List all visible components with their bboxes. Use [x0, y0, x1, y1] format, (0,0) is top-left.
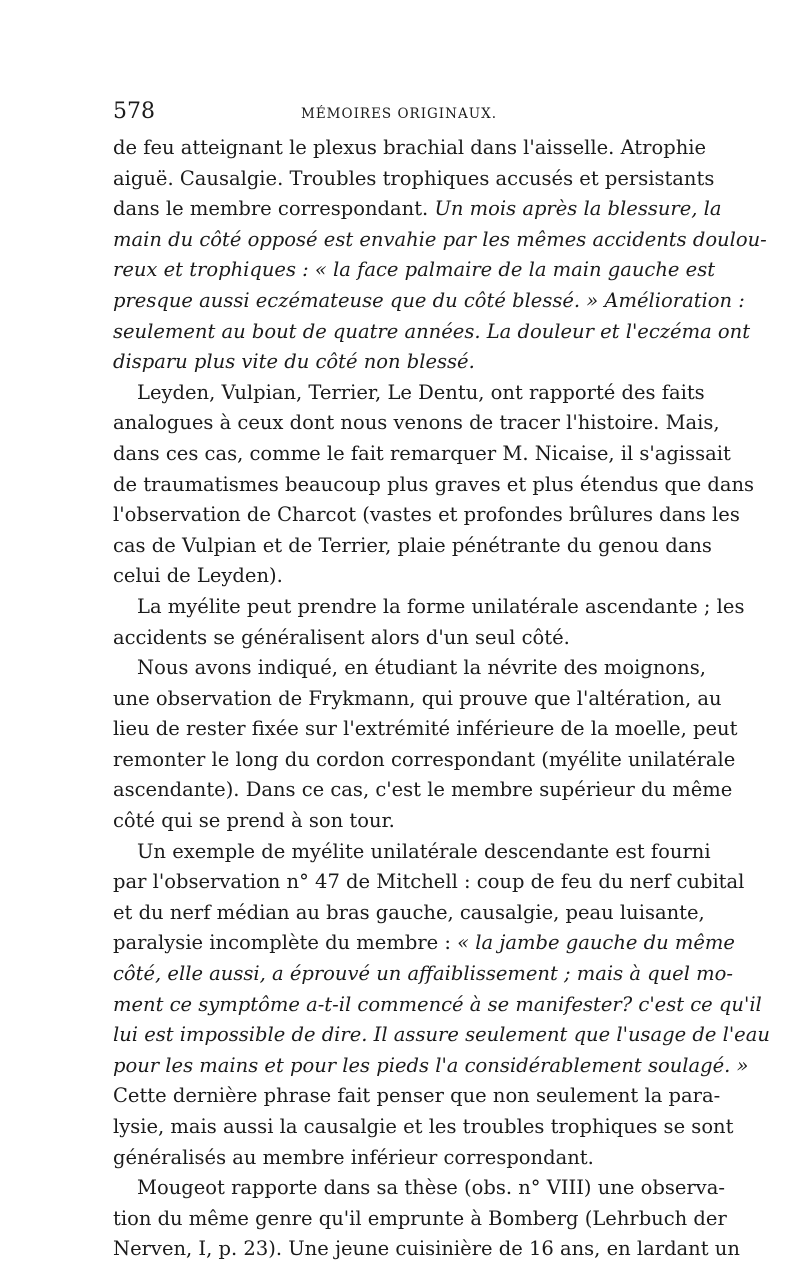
running-title: MÉMOIRES ORIGINAUX.	[301, 106, 497, 122]
body-text	[113, 133, 770, 1265]
page-number: 578	[113, 99, 155, 124]
text-line-content: de feu atteignant le plexus brachial dans l'aisselle. Atrophie	[113, 136, 707, 159]
text-line	[113, 1143, 685, 1174]
text-line-content: côté, elle aussi, a éprouvé un affaiblissement ; mais à quel mo-	[113, 962, 733, 986]
text-line	[113, 164, 715, 195]
text-line-content: seulement au bout de quatre années. La douleur et l'eczéma ont	[113, 319, 751, 343]
text-line-content: cas de Vulpian et de Terrier, plaie pénétrante du genou dans	[113, 533, 712, 557]
text-line	[113, 745, 736, 776]
text-line	[113, 347, 685, 378]
text-line-content: par l'observation n° 47 de Mitchell : coup de feu du nerf cubital	[113, 870, 745, 894]
text-line-content: Mougeot rapporte dans sa thèse (obs. n° VIII) une observa-	[137, 1176, 725, 1200]
text-line-content: reux et trophiques : « la face palmaire de la main gauche est	[113, 258, 716, 282]
text-line-content: remonter le long du cordon correspondant (myélite unilatérale	[113, 747, 736, 771]
text-line	[113, 775, 733, 806]
text-line	[113, 990, 762, 1021]
text-line-content: analogues à ceux dont nous venons de tracer l'histoire. Mais,	[113, 411, 720, 435]
text-line	[113, 1051, 749, 1082]
text-line	[113, 1173, 725, 1204]
text-line	[113, 959, 733, 990]
text-line	[113, 623, 685, 654]
text-line-content: côté qui se prend à son tour.	[113, 809, 395, 833]
text-line	[113, 133, 707, 164]
text-line-content: ment ce symptôme a-t-il commencé à se manifester? c'est ce qu'il	[113, 992, 762, 1016]
text-line	[113, 928, 735, 959]
text-line	[113, 1020, 770, 1051]
text-line	[113, 1204, 727, 1235]
text-line-italic-tail: « la jambe gauche du même	[457, 931, 735, 955]
text-line-content: La myélite peut prendre la forme unilatérale ascendante ; les	[137, 594, 745, 618]
text-line-content: généralisés au membre inférieur correspondant.	[113, 1145, 594, 1169]
text-line-content: accidents se généralisent alors d'un seul côté.	[113, 625, 570, 649]
text-line	[113, 898, 705, 929]
text-line	[113, 806, 685, 837]
text-line	[113, 1234, 740, 1265]
text-line-content: celui de Leyden).	[113, 564, 283, 588]
text-line-content: lysie, mais aussi la causalgie et les troubles trophiques se sont	[113, 1115, 734, 1138]
text-line-content: Cette dernière phrase fait penser que non seulement la para-	[113, 1084, 721, 1108]
page-header	[113, 99, 685, 125]
text-line	[113, 684, 722, 715]
text-line-content: ascendante). Dans ce cas, c'est le membre supérieur du même	[113, 778, 733, 802]
text-line-italic-tail: Un mois après la blessure, la	[434, 197, 722, 221]
text-line-content: aiguë. Causalgie. Troubles trophiques accusés et persistants	[113, 166, 715, 190]
text-line-content: dans ces cas, comme le fait remarquer M. Nicaise, il s'agissait	[113, 441, 731, 465]
text-line	[113, 439, 731, 470]
text-line	[113, 255, 716, 286]
text-line-content: Nous avons indiqué, en étudiant la névrite des moignons,	[137, 656, 706, 680]
text-line	[113, 592, 745, 623]
text-line	[113, 1112, 734, 1143]
text-line	[113, 317, 751, 348]
text-line-content: presque aussi eczémateuse que du côté blessé. » Amélioration :	[113, 288, 745, 312]
text-line	[113, 500, 740, 531]
text-line-content: dans le membre correspondant.	[113, 197, 435, 221]
text-line-content: main du côté opposé est envahie par les mêmes accidents doulou-	[113, 227, 767, 251]
text-line	[113, 867, 745, 898]
text-line-content: lieu de rester fixée sur l'extrémité inférieure de la moelle, peut	[113, 717, 738, 741]
text-line	[113, 470, 755, 501]
text-line-content: Nerven, I, p. 23). Une jeune cuisinière de 16 ans, en lardant un	[113, 1237, 740, 1261]
text-line	[113, 561, 685, 592]
text-line	[113, 653, 706, 684]
text-line-content: tion du même genre qu'il emprunte à Bomberg (Lehrbuch der	[113, 1206, 727, 1230]
text-line-content: paralysie incomplète du membre :	[113, 931, 458, 955]
text-line	[113, 225, 767, 256]
text-line	[113, 714, 738, 745]
text-line	[113, 194, 722, 225]
text-line-content: pour les mains et pour les pieds l'a considérablement soulagé. »	[113, 1053, 749, 1077]
text-line-content: l'observation de Charcot (vastes et profondes brûlures dans les	[113, 503, 740, 527]
text-line	[113, 378, 705, 409]
text-line-content: lui est impossible de dire. Il assure seulement que l'usage de l'eau	[113, 1023, 770, 1047]
text-line-content: une observation de Frykmann, qui prouve que l'altération, au	[113, 686, 722, 710]
text-line	[113, 286, 745, 317]
text-line-content: et du nerf médian au bras gauche, causalgie, peau luisante,	[113, 900, 705, 924]
text-line-content: Leyden, Vulpian, Terrier, Le Dentu, ont rapporté des faits	[137, 380, 705, 404]
text-line-content: disparu plus vite du côté non blessé.	[113, 350, 475, 374]
text-line	[113, 408, 720, 439]
text-line-content: Un exemple de myélite unilatérale descendante est fourni	[137, 839, 711, 863]
text-line	[113, 1081, 721, 1112]
text-line	[113, 531, 712, 562]
text-line	[113, 837, 711, 868]
text-line-content: de traumatismes beaucoup plus graves et plus étendus que dans	[113, 472, 755, 496]
